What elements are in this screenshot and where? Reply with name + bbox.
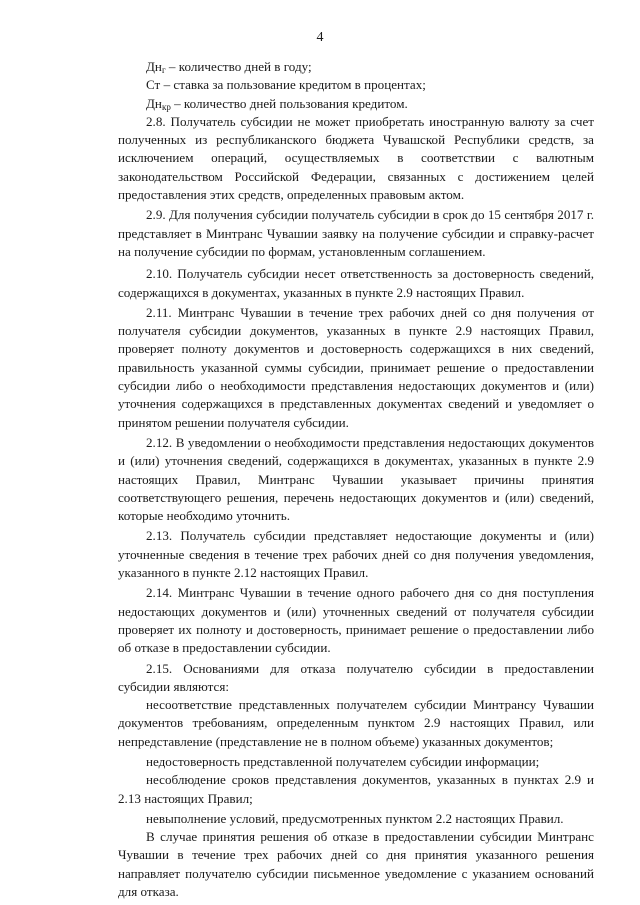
definition-symbol: Ст [146,77,161,93]
definition-symbol: Дн [146,95,162,111]
list-item-ground-2: недостоверность представленной получателем субсидии информации; [146,753,540,769]
definition-subscript: кр [161,101,171,112]
paragraph-2-12: 2.12. В уведомлении о необходимости представления недостающих документов и (или) уточнения сведений, содержащихся в документах, указанных в пункте 2.9 настоящих Правил, Минтранс Чувашии указывает причины принятия соответствующего решения, перечень недостающих документов и (или) сведений, которые необходимо уточнить. [118,434,594,524]
paragraph-2-9: 2.9. Для получения субсидии получатель субсидии в срок до 15 сентября 2017 г. представляет в Минтранс Чувашии заявку на получение субсидии и справку-расчет на получение субсидии по формам, установленным соглашением. [118,207,594,259]
list-item-ground-1: несоответствие представленных получателем субсидии Минтрансу Чувашии документов требованиям, определенным пунктом 2.9 настоящих Правил, или непредставление (представление не в полном объеме) указанных документов; [118,697,594,749]
paragraph-2-15: 2.15. Основаниями для отказа получателю субсидии в предоставлении субсидии являются: [118,660,594,694]
list-item-ground-4: невыполнение условий, предусмотренных пунктом 2.2 настоящих Правил. [146,810,564,826]
paragraph-2-8: 2.8. Получатель субсидии не может приобретать иностранную валюту за счет полученных из республиканского бюджета Чувашской Республики средств, за исключением операций, осуществляемых в соответствии с валютным законодательством Российской Федерации, связанных с достижением целей предоставления этих средств, определенных правовым актом. [118,113,594,203]
definition-subscript: г [161,65,166,75]
paragraph-refusal-notice: В случае принятия решения об отказе в предоставлении субсидии Минтранс Чувашии в течение трех рабочих дней со дня принятия указанного решения направляет получателю субсидии письменное уведомление с указанием оснований для отказа. [118,829,594,900]
definition-credit-days [118,95,594,113]
paragraph-2-10: 2.10. Получатель субсидии несет ответственность за достоверность сведений, содержащихся в документах, указанных в пункте 2.9 настоящих Правил. [118,266,594,300]
paragraph-2-11: 2.11. Минтранс Чувашии в течение трех рабочих дней со дня получения от получателя субсидии документов, указанных в пункте 2.9 настоящих Правил, проверяет полноту документов и достоверность содержащихся в них сведений, правильность указанной суммы субсидии, принимает решение о предоставлении субсидии либо о необходимости представления недостающих документов и (или) уточнения содержащихся в представленных документах сведений и уведомляет о принятом решении получателя субсидии. [118,304,594,430]
definition-interest-rate [118,76,594,94]
definition-text: – количество дней в году; [165,59,312,74]
definition-text: – количество дней пользования кредитом. [170,95,408,111]
page-number: 4 [316,30,324,45]
paragraph-2-13: 2.13. Получатель субсидии представляет недостающие документы и (или) уточненные сведения в течение трех рабочих дней со дня получения уведомления, указанного в пункте 2.12 настоящих Правил. [118,528,594,581]
paragraph-2-14: 2.14. Минтранс Чувашии в течение одного рабочего дня со дня поступления недостающих документов и (или) уточненных сведений от получателя субсидии проверяет их полноту и достоверность, принимает решение о предоставлении либо об отказе в предоставлении субсидии. [118,585,594,656]
definition-symbol: Дн [146,59,162,74]
definition-days-in-year [118,58,594,76]
definition-text: – ставка за пользование кредитом в процентах; [160,77,426,93]
document-body [118,58,594,901]
list-item-ground-3: несоблюдение сроков представления документов, указанных в пунктах 2.9 и 2.13 настоящих Правил; [118,772,594,806]
